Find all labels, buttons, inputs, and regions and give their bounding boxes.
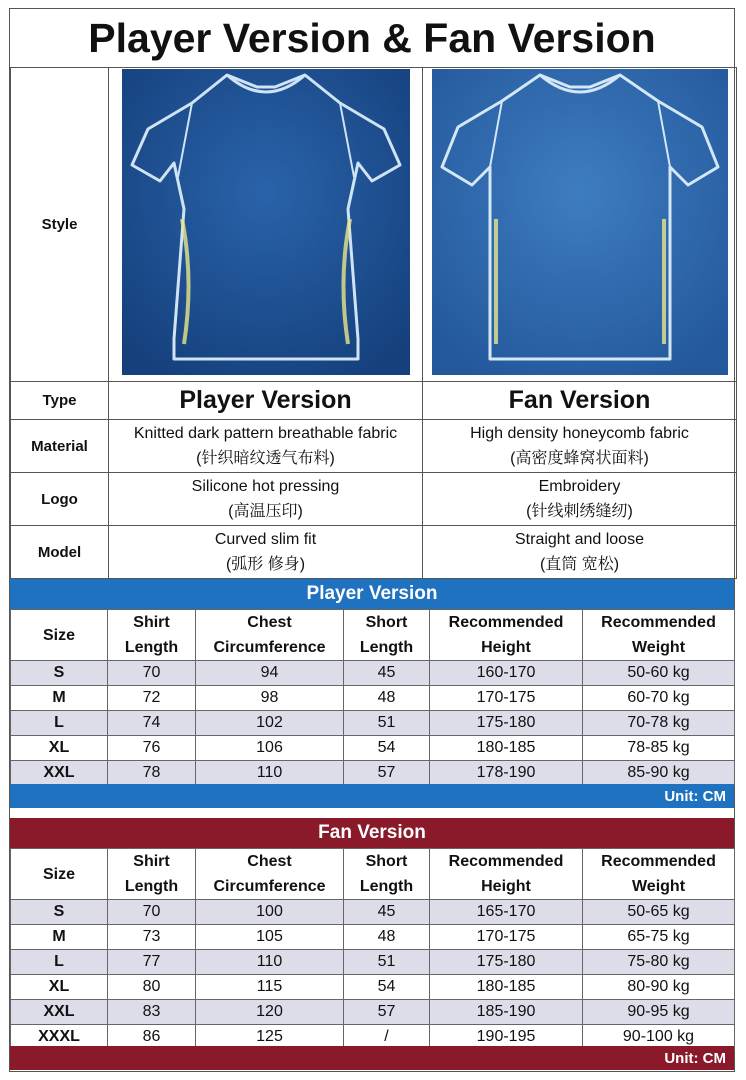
header-size: Size [11,849,108,900]
header-height: Recommended Height [430,849,583,900]
table-cell: 45 [344,900,430,925]
table-cell: 70-78 kg [583,711,735,736]
player-model [109,526,423,579]
table-cell: 90-100 kg [583,1025,735,1050]
header-weight: Recommended Weight [583,610,735,661]
table-cell: S [11,661,108,686]
header-short-length: Short Length [344,849,430,900]
table-cell: 94 [196,661,344,686]
fan-logo-zh: (针线刺绣缝纫) [526,503,633,520]
table-cell: 77 [108,950,196,975]
table-cell: 57 [344,761,430,786]
table-row [11,661,735,686]
table-cell: 76 [108,736,196,761]
table-row [11,950,735,975]
table-cell: 178-190 [430,761,583,786]
table-cell: 115 [196,975,344,1000]
table-row [11,1000,735,1025]
table-row [11,925,735,950]
table-cell: 85-90 kg [583,761,735,786]
table-cell: S [11,900,108,925]
player-material-zh: (针织暗纹透气布料) [196,450,335,467]
table-cell: 100 [196,900,344,925]
player-material-en: Knitted dark pattern breathable fabric [133,425,398,442]
fan-shirt-illustration [432,69,728,375]
table-cell: 51 [344,711,430,736]
player-type: Player Version [109,382,423,420]
table-cell: 54 [344,975,430,1000]
table-row [11,900,735,925]
header-chest: Chest Circumference [196,610,344,661]
table-cell: L [11,711,108,736]
table-cell: 74 [108,711,196,736]
table-cell: M [11,686,108,711]
table-cell: 50-65 kg [583,900,735,925]
player-shirt-illustration [122,69,410,375]
table-cell: 160-170 [430,661,583,686]
table-cell: 83 [108,1000,196,1025]
table-cell: 165-170 [430,900,583,925]
fan-size-rows [11,900,735,1050]
table-cell: 60-70 kg [583,686,735,711]
player-material [109,420,423,473]
style-label: Style [11,68,109,382]
player-model-en: Curved slim fit [214,531,317,548]
table-cell: XL [11,975,108,1000]
table-cell: 80-90 kg [583,975,735,1000]
table-cell: 185-190 [430,1000,583,1025]
table-cell: 73 [108,925,196,950]
table-cell: 75-80 kg [583,950,735,975]
table-cell: 70 [108,900,196,925]
table-cell: 106 [196,736,344,761]
fan-model [423,526,737,579]
fan-material [423,420,737,473]
fan-unit-label: Unit: CM [10,1046,734,1070]
table-cell: 65-75 kg [583,925,735,950]
header-weight: Recommended Weight [583,849,735,900]
table-row [11,686,735,711]
player-shirt-cell [109,68,423,382]
player-unit-label: Unit: CM [10,784,734,808]
fan-material-zh: (高密度蜂窝状面料) [510,450,649,467]
player-logo [109,473,423,526]
table-cell: 175-180 [430,950,583,975]
table-cell: 86 [108,1025,196,1050]
header-size: Size [11,610,108,661]
fan-model-en: Straight and loose [515,531,644,548]
header-shirt-length: Shirt Length [108,849,196,900]
table-cell: XXL [11,761,108,786]
player-model-zh: (弧形 修身) [225,556,306,573]
table-cell: 98 [196,686,344,711]
table-cell: 50-60 kg [583,661,735,686]
table-cell: 110 [196,950,344,975]
header-chest: Chest Circumference [196,849,344,900]
type-label: Type [11,382,109,420]
table-cell: 175-180 [430,711,583,736]
table-cell: 48 [344,925,430,950]
table-cell: 125 [196,1025,344,1050]
header-shirt-length: Shirt Length [108,610,196,661]
logo-label: Logo [11,473,109,526]
table-cell: 72 [108,686,196,711]
player-logo-zh: (高温压印) [228,503,303,520]
header-height: Recommended Height [430,610,583,661]
page-title: Player Version & Fan Version [10,9,734,68]
table-cell: XL [11,736,108,761]
player-logo-en: Silicone hot pressing [191,478,340,495]
comparison-table [10,67,737,579]
table-cell: 120 [196,1000,344,1025]
fan-model-zh: (直筒 宽松) [539,556,620,573]
fan-shirt-cell [423,68,737,382]
table-cell: 78 [108,761,196,786]
table-cell: XXL [11,1000,108,1025]
table-cell: M [11,925,108,950]
table-cell: 90-95 kg [583,1000,735,1025]
player-size-rows [11,661,735,786]
table-cell: 48 [344,686,430,711]
table-row [11,711,735,736]
table-cell: 180-185 [430,736,583,761]
table-cell: 45 [344,661,430,686]
table-cell: L [11,950,108,975]
table-cell: 170-175 [430,686,583,711]
player-size-heading: Player Version [10,579,734,609]
table-row [11,736,735,761]
fan-size-table [10,848,735,1050]
model-label: Model [11,526,109,579]
fan-material-en: High density honeycomb fabric [470,425,689,442]
table-cell: 180-185 [430,975,583,1000]
table-cell: 190-195 [430,1025,583,1050]
material-label: Material [11,420,109,473]
table-row [11,975,735,1000]
fan-logo [423,473,737,526]
table-cell: XXXL [11,1025,108,1050]
table-cell: 51 [344,950,430,975]
table-cell: 54 [344,736,430,761]
table-row [11,761,735,786]
header-short-length: Short Length [344,610,430,661]
fan-type: Fan Version [423,382,737,420]
table-cell: 105 [196,925,344,950]
player-size-table [10,609,735,786]
fan-size-heading: Fan Version [10,818,734,848]
table-cell: 170-175 [430,925,583,950]
table-cell: 102 [196,711,344,736]
table-cell: 70 [108,661,196,686]
table-cell: / [344,1025,430,1050]
table-cell: 57 [344,1000,430,1025]
table-cell: 78-85 kg [583,736,735,761]
table-cell: 80 [108,975,196,1000]
fan-logo-en: Embroidery [538,478,621,495]
table-cell: 110 [196,761,344,786]
